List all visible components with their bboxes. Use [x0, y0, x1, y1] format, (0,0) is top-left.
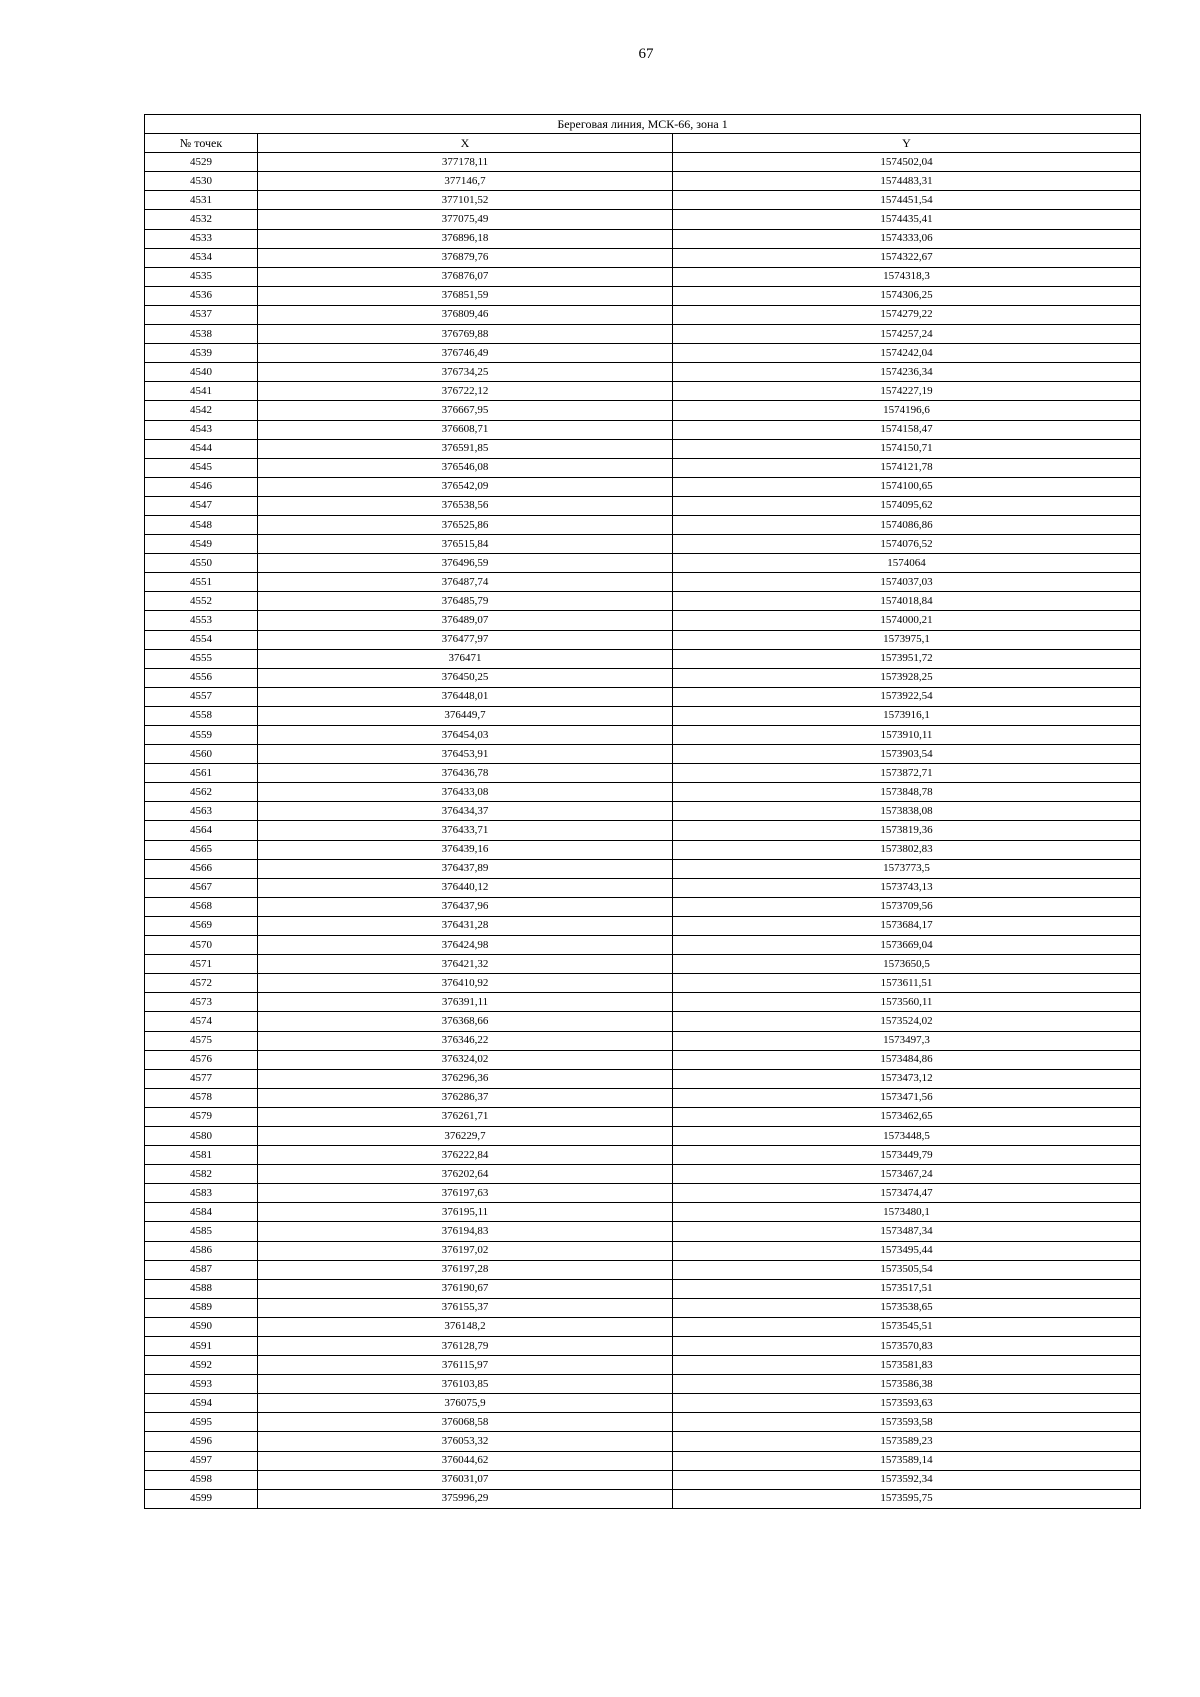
cell-y: 1574322,67 — [673, 248, 1141, 267]
cell-x: 376296,36 — [258, 1069, 673, 1088]
cell-y: 1573538,65 — [673, 1298, 1141, 1317]
cell-y: 1573819,36 — [673, 821, 1141, 840]
table-row — [145, 1031, 1141, 1050]
cell-point-number: 4555 — [145, 649, 258, 668]
cell-point-number: 4598 — [145, 1470, 258, 1489]
cell-y: 1574064 — [673, 554, 1141, 573]
cell-x: 376410,92 — [258, 974, 673, 993]
cell-y: 1573669,04 — [673, 936, 1141, 955]
table-row — [145, 1298, 1141, 1317]
cell-x: 376746,49 — [258, 344, 673, 363]
cell-y: 1574018,84 — [673, 592, 1141, 611]
cell-point-number: 4546 — [145, 477, 258, 496]
cell-y: 1573910,11 — [673, 726, 1141, 745]
cell-y: 1573487,34 — [673, 1222, 1141, 1241]
cell-y: 1573848,78 — [673, 783, 1141, 802]
table-row — [145, 878, 1141, 897]
table-row — [145, 592, 1141, 611]
cell-x: 376515,84 — [258, 535, 673, 554]
cell-x: 376769,88 — [258, 325, 673, 344]
cell-y: 1574095,62 — [673, 496, 1141, 515]
cell-y: 1574451,54 — [673, 191, 1141, 210]
cell-y: 1573595,75 — [673, 1489, 1141, 1508]
cell-y: 1573449,79 — [673, 1146, 1141, 1165]
cell-x: 376155,37 — [258, 1298, 673, 1317]
cell-x: 376809,46 — [258, 305, 673, 324]
column-header-y: Y — [673, 134, 1141, 153]
column-header-x: X — [258, 134, 673, 153]
cell-point-number: 4561 — [145, 764, 258, 783]
cell-point-number: 4575 — [145, 1031, 258, 1050]
cell-x: 376439,16 — [258, 840, 673, 859]
cell-y: 1573474,47 — [673, 1184, 1141, 1203]
cell-point-number: 4541 — [145, 382, 258, 401]
cell-y: 1574037,03 — [673, 573, 1141, 592]
cell-x: 376431,28 — [258, 916, 673, 935]
cell-x: 376879,76 — [258, 248, 673, 267]
cell-y: 1573545,51 — [673, 1317, 1141, 1336]
table-row — [145, 897, 1141, 916]
table-header-row — [145, 134, 1141, 153]
table-row — [145, 267, 1141, 286]
cell-point-number: 4534 — [145, 248, 258, 267]
cell-y: 1573480,1 — [673, 1203, 1141, 1222]
table-row — [145, 1012, 1141, 1031]
table-row — [145, 1317, 1141, 1336]
table-row — [145, 325, 1141, 344]
table-row — [145, 687, 1141, 706]
cell-y: 1574242,04 — [673, 344, 1141, 363]
cell-y: 1573517,51 — [673, 1279, 1141, 1298]
cell-x: 376453,91 — [258, 745, 673, 764]
cell-x: 376433,08 — [258, 783, 673, 802]
cell-x: 376608,71 — [258, 420, 673, 439]
table-row — [145, 1126, 1141, 1145]
cell-y: 1573497,3 — [673, 1031, 1141, 1050]
cell-point-number: 4529 — [145, 153, 258, 172]
cell-x: 377075,49 — [258, 210, 673, 229]
cell-x: 376391,11 — [258, 993, 673, 1012]
table-row — [145, 420, 1141, 439]
cell-point-number: 4538 — [145, 325, 258, 344]
cell-x: 376286,37 — [258, 1088, 673, 1107]
cell-y: 1573709,56 — [673, 897, 1141, 916]
cell-x: 376229,7 — [258, 1126, 673, 1145]
cell-y: 1573922,54 — [673, 687, 1141, 706]
cell-y: 1573560,11 — [673, 993, 1141, 1012]
table-row — [145, 649, 1141, 668]
cell-y: 1573570,83 — [673, 1337, 1141, 1356]
cell-x: 377146,7 — [258, 172, 673, 191]
cell-y: 1573586,38 — [673, 1375, 1141, 1394]
cell-point-number: 4579 — [145, 1107, 258, 1126]
cell-x: 376190,67 — [258, 1279, 673, 1298]
cell-point-number: 4588 — [145, 1279, 258, 1298]
table-row — [145, 210, 1141, 229]
cell-point-number: 4564 — [145, 821, 258, 840]
cell-x: 376115,97 — [258, 1356, 673, 1375]
cell-point-number: 4545 — [145, 458, 258, 477]
coordinates-table — [144, 114, 1141, 1509]
table-row — [145, 1184, 1141, 1203]
cell-x: 376542,09 — [258, 477, 673, 496]
table-row — [145, 439, 1141, 458]
cell-point-number: 4590 — [145, 1317, 258, 1336]
cell-x: 376487,74 — [258, 573, 673, 592]
cell-x: 376031,07 — [258, 1470, 673, 1489]
table-row — [145, 1146, 1141, 1165]
cell-point-number: 4586 — [145, 1241, 258, 1260]
table-row — [145, 726, 1141, 745]
cell-x: 376053,32 — [258, 1432, 673, 1451]
cell-point-number: 4565 — [145, 840, 258, 859]
cell-y: 1574306,25 — [673, 286, 1141, 305]
cell-point-number: 4585 — [145, 1222, 258, 1241]
cell-y: 1573802,83 — [673, 840, 1141, 859]
cell-y: 1573484,86 — [673, 1050, 1141, 1069]
table-row — [145, 458, 1141, 477]
cell-y: 1573650,5 — [673, 955, 1141, 974]
cell-x: 376197,02 — [258, 1241, 673, 1260]
cell-point-number: 4558 — [145, 706, 258, 725]
cell-x: 376538,56 — [258, 496, 673, 515]
cell-y: 1573838,08 — [673, 802, 1141, 821]
cell-point-number: 4580 — [145, 1126, 258, 1145]
cell-y: 1573773,5 — [673, 859, 1141, 878]
cell-x: 376722,12 — [258, 382, 673, 401]
table-row — [145, 172, 1141, 191]
table-row — [145, 1356, 1141, 1375]
cell-point-number: 4599 — [145, 1489, 258, 1508]
cell-point-number: 4560 — [145, 745, 258, 764]
cell-y: 1573975,1 — [673, 630, 1141, 649]
cell-y: 1574100,65 — [673, 477, 1141, 496]
cell-point-number: 4568 — [145, 897, 258, 916]
cell-y: 1574257,24 — [673, 325, 1141, 344]
cell-point-number: 4589 — [145, 1298, 258, 1317]
cell-y: 1574086,86 — [673, 515, 1141, 534]
table-row — [145, 1413, 1141, 1432]
cell-x: 376436,78 — [258, 764, 673, 783]
table-row — [145, 344, 1141, 363]
cell-x: 376194,83 — [258, 1222, 673, 1241]
cell-point-number: 4554 — [145, 630, 258, 649]
table-row — [145, 936, 1141, 955]
table-row — [145, 611, 1141, 630]
table-row — [145, 859, 1141, 878]
table-row — [145, 1069, 1141, 1088]
cell-point-number: 4563 — [145, 802, 258, 821]
cell-point-number: 4548 — [145, 515, 258, 534]
cell-x: 376734,25 — [258, 363, 673, 382]
table-row — [145, 286, 1141, 305]
cell-x: 376667,95 — [258, 401, 673, 420]
cell-point-number: 4543 — [145, 420, 258, 439]
cell-point-number: 4597 — [145, 1451, 258, 1470]
cell-x: 376128,79 — [258, 1337, 673, 1356]
table-row — [145, 477, 1141, 496]
cell-x: 376525,86 — [258, 515, 673, 534]
cell-point-number: 4530 — [145, 172, 258, 191]
table-row — [145, 1088, 1141, 1107]
table-row — [145, 1432, 1141, 1451]
table-body — [145, 153, 1141, 1509]
table-row — [145, 764, 1141, 783]
cell-y: 1573916,1 — [673, 706, 1141, 725]
cell-x: 376876,07 — [258, 267, 673, 286]
table-row — [145, 401, 1141, 420]
cell-point-number: 4594 — [145, 1394, 258, 1413]
cell-y: 1573505,54 — [673, 1260, 1141, 1279]
table-row — [145, 363, 1141, 382]
column-header-point-number: № точек — [145, 134, 258, 153]
table-row — [145, 745, 1141, 764]
cell-y: 1574435,41 — [673, 210, 1141, 229]
cell-y: 1573743,13 — [673, 878, 1141, 897]
cell-point-number: 4577 — [145, 1069, 258, 1088]
cell-point-number: 4550 — [145, 554, 258, 573]
cell-y: 1573684,17 — [673, 916, 1141, 935]
cell-x: 376454,03 — [258, 726, 673, 745]
table-row — [145, 974, 1141, 993]
cell-y: 1574279,22 — [673, 305, 1141, 324]
cell-y: 1573589,23 — [673, 1432, 1141, 1451]
cell-point-number: 4570 — [145, 936, 258, 955]
cell-x: 376222,84 — [258, 1146, 673, 1165]
cell-y: 1573471,56 — [673, 1088, 1141, 1107]
cell-point-number: 4540 — [145, 363, 258, 382]
cell-y: 1574121,78 — [673, 458, 1141, 477]
cell-x: 376424,98 — [258, 936, 673, 955]
table-row — [145, 783, 1141, 802]
cell-x: 376851,59 — [258, 286, 673, 305]
cell-x: 376471 — [258, 649, 673, 668]
table-row — [145, 229, 1141, 248]
table-row — [145, 382, 1141, 401]
table-row — [145, 1203, 1141, 1222]
cell-x: 376496,59 — [258, 554, 673, 573]
cell-y: 1573462,65 — [673, 1107, 1141, 1126]
table-title: Береговая линия, МСК-66, зона 1 — [145, 115, 1141, 134]
cell-y: 1574502,04 — [673, 153, 1141, 172]
cell-point-number: 4566 — [145, 859, 258, 878]
cell-y: 1574150,71 — [673, 439, 1141, 458]
cell-x: 376202,64 — [258, 1165, 673, 1184]
table-row — [145, 630, 1141, 649]
cell-x: 376421,32 — [258, 955, 673, 974]
cell-point-number: 4569 — [145, 916, 258, 935]
cell-x: 376546,08 — [258, 458, 673, 477]
table-row — [145, 1470, 1141, 1489]
cell-point-number: 4593 — [145, 1375, 258, 1394]
cell-x: 376489,07 — [258, 611, 673, 630]
cell-x: 376324,02 — [258, 1050, 673, 1069]
cell-point-number: 4595 — [145, 1413, 258, 1432]
table-row — [145, 1489, 1141, 1508]
cell-x: 376591,85 — [258, 439, 673, 458]
table-row — [145, 821, 1141, 840]
table-row — [145, 802, 1141, 821]
cell-y: 1573903,54 — [673, 745, 1141, 764]
cell-point-number: 4596 — [145, 1432, 258, 1451]
cell-point-number: 4549 — [145, 535, 258, 554]
cell-point-number: 4542 — [145, 401, 258, 420]
cell-point-number: 4582 — [145, 1165, 258, 1184]
table-row — [145, 706, 1141, 725]
cell-y: 1574196,6 — [673, 401, 1141, 420]
cell-y: 1573611,51 — [673, 974, 1141, 993]
cell-point-number: 4553 — [145, 611, 258, 630]
cell-x: 376448,01 — [258, 687, 673, 706]
cell-point-number: 4576 — [145, 1050, 258, 1069]
cell-x: 376485,79 — [258, 592, 673, 611]
cell-point-number: 4578 — [145, 1088, 258, 1107]
table-row — [145, 1241, 1141, 1260]
cell-x: 376195,11 — [258, 1203, 673, 1222]
cell-x: 377178,11 — [258, 153, 673, 172]
cell-point-number: 4536 — [145, 286, 258, 305]
cell-x: 376148,2 — [258, 1317, 673, 1336]
cell-point-number: 4592 — [145, 1356, 258, 1375]
table-row — [145, 1451, 1141, 1470]
table-row — [145, 840, 1141, 859]
cell-x: 376437,96 — [258, 897, 673, 916]
cell-y: 1574333,06 — [673, 229, 1141, 248]
cell-x: 376477,97 — [258, 630, 673, 649]
cell-point-number: 4562 — [145, 783, 258, 802]
cell-x: 376261,71 — [258, 1107, 673, 1126]
cell-x: 376434,37 — [258, 802, 673, 821]
table-row — [145, 1222, 1141, 1241]
cell-point-number: 4559 — [145, 726, 258, 745]
cell-point-number: 4587 — [145, 1260, 258, 1279]
cell-x: 376896,18 — [258, 229, 673, 248]
cell-x: 376433,71 — [258, 821, 673, 840]
cell-point-number: 4581 — [145, 1146, 258, 1165]
cell-x: 376103,85 — [258, 1375, 673, 1394]
cell-point-number: 4572 — [145, 974, 258, 993]
cell-y: 1574227,19 — [673, 382, 1141, 401]
table-row — [145, 1107, 1141, 1126]
table-row — [145, 305, 1141, 324]
cell-point-number: 4551 — [145, 573, 258, 592]
cell-point-number: 4539 — [145, 344, 258, 363]
cell-x: 376449,7 — [258, 706, 673, 725]
cell-point-number: 4547 — [145, 496, 258, 515]
table-row — [145, 554, 1141, 573]
cell-y: 1574318,3 — [673, 267, 1141, 286]
table-row — [145, 496, 1141, 515]
table-row — [145, 535, 1141, 554]
cell-y: 1573495,44 — [673, 1241, 1141, 1260]
cell-point-number: 4574 — [145, 1012, 258, 1031]
table-row — [145, 1165, 1141, 1184]
table-row — [145, 916, 1141, 935]
cell-y: 1573473,12 — [673, 1069, 1141, 1088]
cell-y: 1573593,63 — [673, 1394, 1141, 1413]
table-row — [145, 1337, 1141, 1356]
table-row — [145, 248, 1141, 267]
cell-point-number: 4556 — [145, 668, 258, 687]
table-row — [145, 1375, 1141, 1394]
cell-y: 1573928,25 — [673, 668, 1141, 687]
cell-point-number: 4544 — [145, 439, 258, 458]
cell-y: 1573524,02 — [673, 1012, 1141, 1031]
cell-x: 376450,25 — [258, 668, 673, 687]
cell-point-number: 4537 — [145, 305, 258, 324]
table-row — [145, 955, 1141, 974]
cell-y: 1573593,58 — [673, 1413, 1141, 1432]
cell-y: 1573589,14 — [673, 1451, 1141, 1470]
cell-y: 1573448,5 — [673, 1126, 1141, 1145]
cell-y: 1574076,52 — [673, 535, 1141, 554]
table-row — [145, 573, 1141, 592]
cell-point-number: 4573 — [145, 993, 258, 1012]
cell-x: 376044,62 — [258, 1451, 673, 1470]
table-row — [145, 1394, 1141, 1413]
cell-x: 375996,29 — [258, 1489, 673, 1508]
cell-x: 376368,66 — [258, 1012, 673, 1031]
cell-point-number: 4567 — [145, 878, 258, 897]
table-title-row — [145, 115, 1141, 134]
cell-x: 376197,63 — [258, 1184, 673, 1203]
table-row — [145, 668, 1141, 687]
cell-point-number: 4533 — [145, 229, 258, 248]
table-row — [145, 1050, 1141, 1069]
cell-y: 1574483,31 — [673, 172, 1141, 191]
cell-point-number: 4552 — [145, 592, 258, 611]
cell-y: 1574158,47 — [673, 420, 1141, 439]
cell-y: 1574236,34 — [673, 363, 1141, 382]
cell-y: 1573951,72 — [673, 649, 1141, 668]
cell-y: 1573592,34 — [673, 1470, 1141, 1489]
cell-point-number: 4557 — [145, 687, 258, 706]
cell-x: 376440,12 — [258, 878, 673, 897]
cell-y: 1573581,83 — [673, 1356, 1141, 1375]
table-row — [145, 191, 1141, 210]
cell-y: 1573467,24 — [673, 1165, 1141, 1184]
cell-point-number: 4531 — [145, 191, 258, 210]
cell-point-number: 4591 — [145, 1337, 258, 1356]
cell-x: 376068,58 — [258, 1413, 673, 1432]
cell-x: 376197,28 — [258, 1260, 673, 1279]
cell-x: 377101,52 — [258, 191, 673, 210]
cell-x: 376346,22 — [258, 1031, 673, 1050]
table-row — [145, 153, 1141, 172]
cell-x: 376437,89 — [258, 859, 673, 878]
table-row — [145, 993, 1141, 1012]
table-row — [145, 515, 1141, 534]
cell-y: 1573872,71 — [673, 764, 1141, 783]
cell-x: 376075,9 — [258, 1394, 673, 1413]
table-row — [145, 1279, 1141, 1298]
cell-point-number: 4583 — [145, 1184, 258, 1203]
table-row — [145, 1260, 1141, 1279]
cell-y: 1574000,21 — [673, 611, 1141, 630]
cell-point-number: 4532 — [145, 210, 258, 229]
cell-point-number: 4571 — [145, 955, 258, 974]
cell-point-number: 4584 — [145, 1203, 258, 1222]
cell-point-number: 4535 — [145, 267, 258, 286]
page-number: 67 — [638, 46, 654, 62]
